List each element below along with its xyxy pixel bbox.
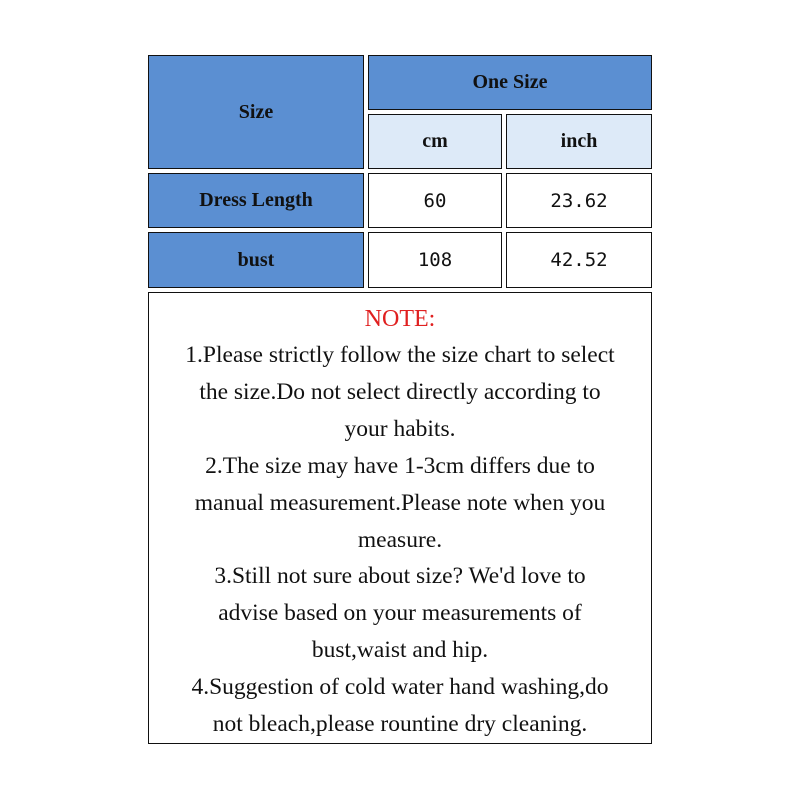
inch-header-cell <box>506 114 652 169</box>
inch-header-label: inch <box>560 130 598 152</box>
note-title: NOTE: <box>364 306 436 332</box>
note-line: the size.Do not select directly according to <box>199 378 601 405</box>
bust-cm-value <box>368 232 502 288</box>
value-text: 108 <box>417 249 453 271</box>
note-line: your habits. <box>344 415 456 442</box>
note-line: manual measurement.Please note when you <box>194 489 606 516</box>
note-line: measure. <box>357 526 443 553</box>
dress-length-inch-value <box>506 173 652 228</box>
value-text: 42.52 <box>550 249 608 271</box>
one-size-header-label: One Size <box>472 71 548 93</box>
size-header-label: Size <box>238 100 274 123</box>
note-line: advise based on your measurements of <box>218 600 582 627</box>
one-size-header-cell <box>368 55 652 110</box>
value-text: 60 <box>423 189 447 212</box>
note-line: bust,waist and hip. <box>311 637 489 664</box>
note-line: 4.Suggestion of cold water hand washing,do <box>191 674 609 701</box>
row-label-bust <box>148 232 364 288</box>
value-text: 23.62 <box>550 189 608 212</box>
size-header-cell <box>148 55 364 169</box>
note-line: 2.The size may have 1-3cm differs due to <box>205 452 595 479</box>
cm-header-cell <box>368 114 502 169</box>
note-line: 3.Still not sure about size? We'd love to <box>214 563 586 590</box>
note-box <box>148 292 652 744</box>
row-label-text: bust <box>237 248 275 271</box>
bust-inch-value <box>506 232 652 288</box>
dress-length-cm-value <box>368 173 502 228</box>
row-label-text: Dress Length <box>199 189 313 211</box>
cm-header-label: cm <box>422 130 448 152</box>
note-line: not bleach,please rountine dry cleaning. <box>212 711 588 738</box>
note-line: 1.Please strictly follow the size chart to select <box>185 342 615 368</box>
row-label-dress-length <box>148 173 364 228</box>
